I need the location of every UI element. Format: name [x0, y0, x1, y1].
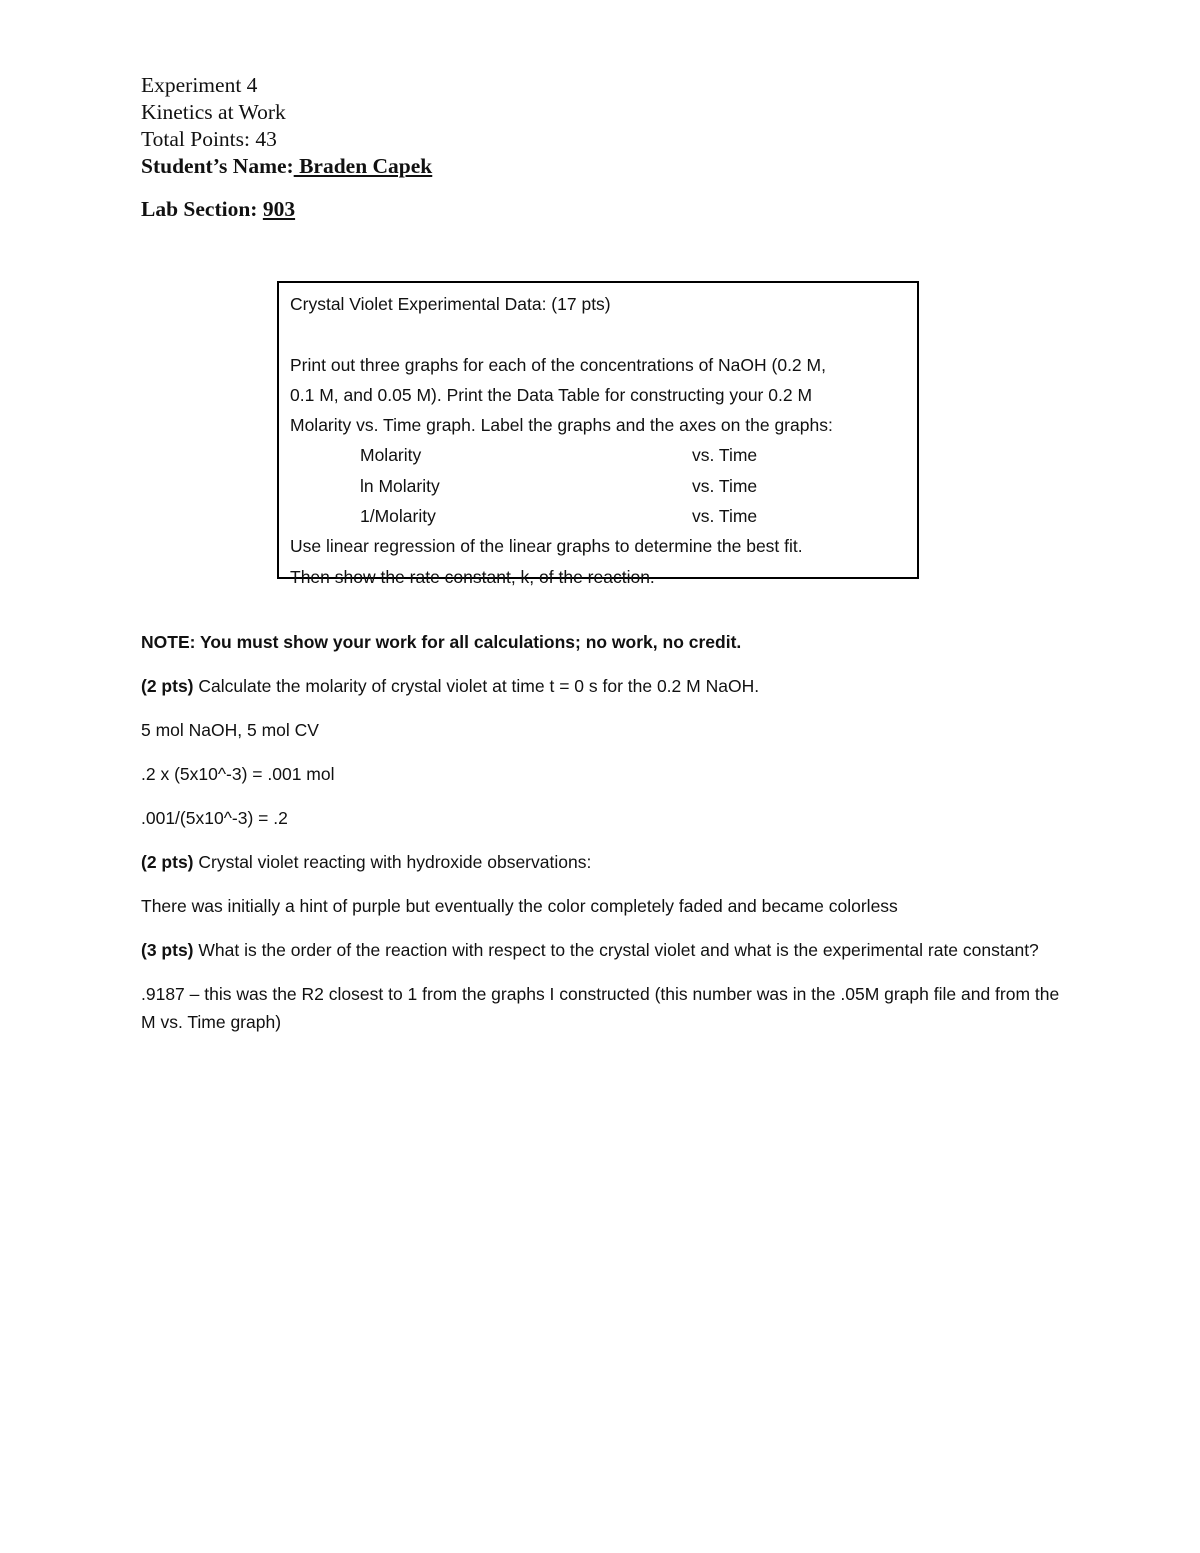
answer-line: .001/(5x10^-3) = .2 [141, 808, 288, 828]
graph-type-row [290, 501, 907, 531]
lab-section-value: 903 [262, 197, 296, 221]
graph-y-label: Molarity [360, 445, 422, 466]
answer-line: .9187 – this was the R2 closest to 1 from the graphs I constructed (this number was in the .05M graph file and from the M vs. Time graph) [141, 984, 1060, 1032]
graph-type-row [290, 440, 907, 470]
answer-line: 5 mol NaOH, 5 mol CV [141, 720, 319, 740]
experiment-number: Experiment 4 [141, 73, 258, 97]
student-name-line [141, 153, 1041, 180]
graph-x-label: vs. Time [692, 506, 758, 527]
question-points: (2 pts) [141, 852, 194, 872]
question-points: (2 pts) [141, 676, 194, 696]
question-2 [141, 848, 1061, 876]
question-points: (3 pts) [141, 940, 194, 960]
answers-section [141, 628, 1061, 1052]
instructions-line: Molarity vs. Time graph. Label the graphs and the axes on the graphs: [290, 415, 833, 436]
question-text: What is the order of the reaction with respect to the crystal violet and what is the experimental rate constant? [193, 940, 1039, 960]
graph-y-label: 1/Molarity [360, 506, 436, 527]
graph-type-row [290, 471, 907, 501]
instructions-heading: Crystal Violet Experimental Data: (17 pts) [290, 294, 611, 314]
graph-x-label: vs. Time [692, 475, 758, 496]
question-3 [141, 936, 1061, 964]
lab-section-line [141, 196, 1041, 223]
student-name-label: Student’s Name: [141, 154, 294, 178]
graph-y-label: ln Molarity [360, 475, 440, 496]
lab-section-label: Lab Section: [141, 197, 258, 221]
student-name-value: Braden Capek [293, 154, 433, 178]
note: NOTE: You must show your work for all calculations; no work, no credit. [141, 632, 742, 652]
question-1 [141, 672, 1061, 700]
answer-line: .2 x (5x10^-3) = .001 mol [141, 764, 335, 784]
instructions-line: Print out three graphs for each of the concentrations of NaOH (0.2 M, [290, 354, 826, 375]
total-points: Total Points: 43 [141, 127, 277, 151]
instructions-line: Use linear regression of the linear graphs to determine the best fit. [290, 536, 803, 557]
answer-line: There was initially a hint of purple but eventually the color completely faded and became colorless [141, 896, 898, 916]
instructions-line: Then show the rate constant, k, of the reaction. [290, 566, 655, 587]
graph-x-label: vs. Time [692, 445, 758, 466]
instructions-box [277, 281, 919, 587]
instructions-line: 0.1 M, and 0.05 M). Print the Data Table for constructing your 0.2 M [290, 384, 813, 405]
blank-line [290, 319, 907, 349]
question-text: Crystal violet reacting with hydroxide observations: [193, 852, 592, 872]
experiment-title: Kinetics at Work [141, 100, 286, 124]
question-text: Calculate the molarity of crystal violet at time t = 0 s for the 0.2 M NaOH. [193, 676, 760, 696]
document-header [141, 72, 1041, 223]
